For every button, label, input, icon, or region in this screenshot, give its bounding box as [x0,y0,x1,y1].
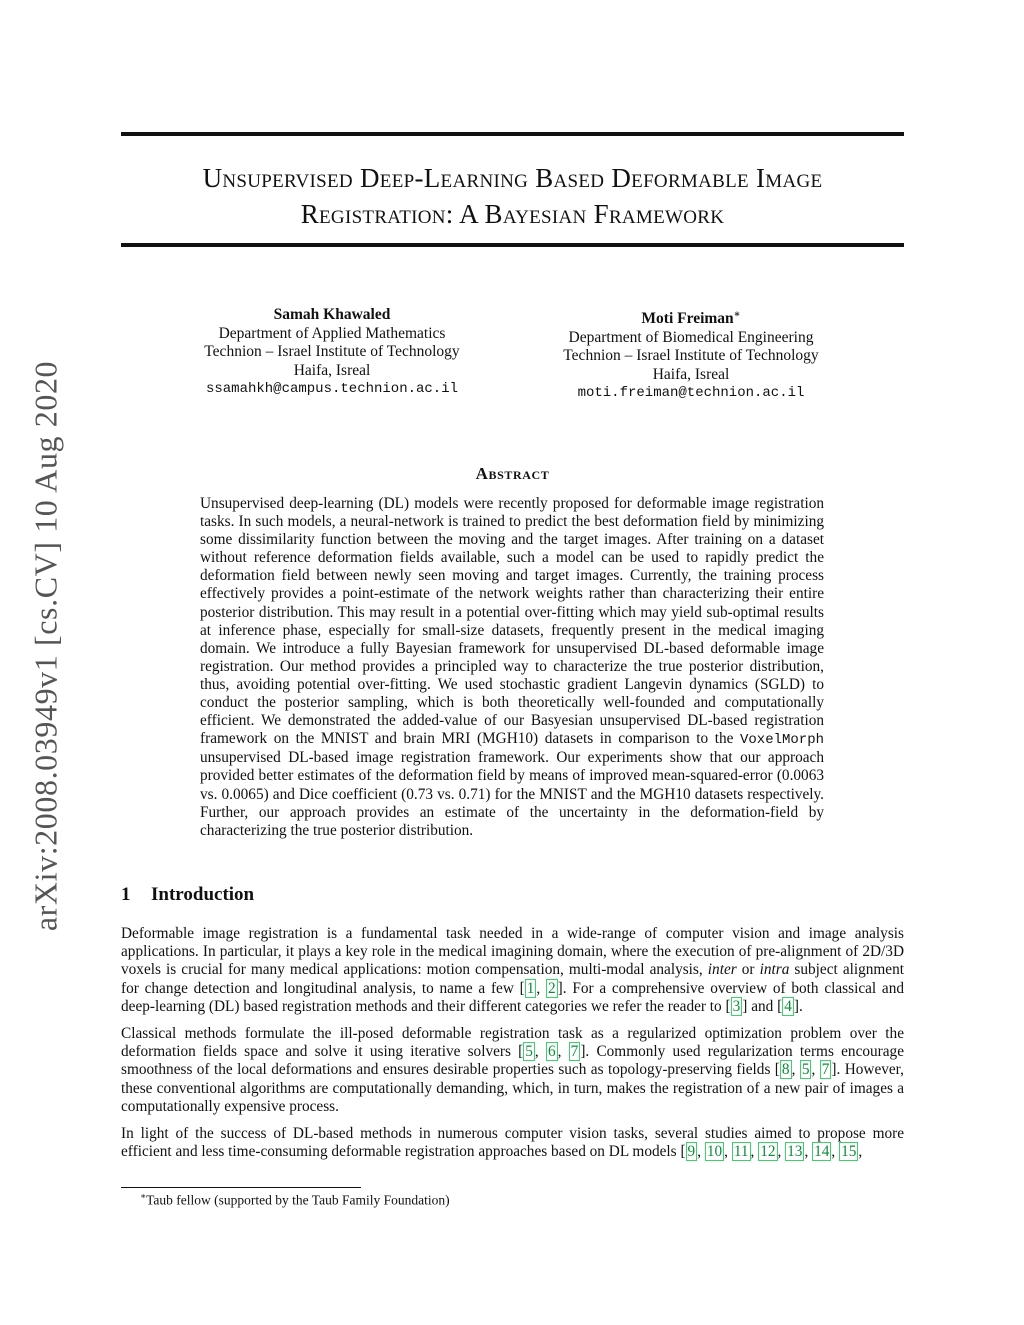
text: or [736,961,760,979]
citation-link[interactable]: 6 [547,1043,556,1061]
citation-link[interactable]: 5 [801,1061,810,1079]
separator: , [804,1143,813,1161]
citation-link[interactable]: 9 [687,1143,696,1161]
citation-link[interactable]: 1 [526,979,535,997]
citation-link[interactable]: 7 [570,1043,579,1061]
footnote-marker[interactable]: ∗ [733,309,741,320]
abstract-text: unsupervised DL-based image registration framework. Our experiments show that our approach provided better estimates of the deformation field by means of improved mean-squared-error (0.0063 vs. 0.0065) and Dice coefficient (0.73 vs. 0.71) for the MNIST and the MGH10 datasets respectively. Further, our approach provides an estimate of the uncertainty in the deformation-field by characterizing the true posterior distribution. [200,749,824,839]
title-line-1: Unsupervised Deep-Learning Based Deformable Image [202,163,823,193]
paper-title [121,160,904,232]
text: subject alignment for change detection and longitudinal analysis, to name a few [ [121,961,904,997]
citation-link[interactable]: 12 [760,1143,776,1161]
separator: , [557,1043,569,1061]
text: ] and [ [742,997,783,1015]
abstract-heading: Abstract [475,464,550,483]
author-email[interactable]: ssamahkh@campus.technion.ac.il [205,381,459,397]
author-name: Moti Freiman [641,310,734,328]
text: ]. [793,997,803,1015]
paragraph [121,925,904,1016]
citation-link[interactable]: 10 [706,1143,723,1161]
citation-link[interactable]: 5 [525,1043,533,1061]
separator: , [536,979,546,997]
author-city: Haifa, Isreal [293,361,371,379]
text: Classical methods formulate the ill-posed deformable registration task as a regularized optimization problem over the deformation fields space and solve it using iterative solvers [ [121,1025,904,1061]
author-department: Department of Biomedical Engineering [568,328,814,346]
text: In light of the success of DL-based methods in numerous computer vision tasks, several studies aimed to propose more efficient and less time-consuming deformable registration approaches based on DL models [ [121,1125,904,1161]
separator: , [811,1061,820,1079]
paragraph [121,1125,904,1161]
citation-link[interactable]: 13 [787,1143,803,1161]
author-block-2 [521,306,861,403]
citation-link[interactable]: 4 [784,997,792,1015]
author-name: Samah Khawaled [273,306,391,323]
footnote-mark: ∗ [140,1191,147,1201]
author-city: Haifa, Isreal [652,365,730,383]
footnote-rule [121,1187,361,1188]
abstract-body [200,495,824,840]
citation-link[interactable]: 11 [733,1143,749,1161]
separator: , [791,1061,800,1079]
author-department: Department of Applied Mathematics [218,324,446,342]
italic-term: intra [759,961,790,979]
arxiv-id: arXiv:2008.03949v1 [cs.CV] 10 Aug 2020 [27,360,64,932]
text: ]. However, these conventional algorithms are computationally demanding, which, in turn, makes the registration of a new pair of images a computationally expensive process. [121,1061,904,1115]
separator: , [724,1143,732,1161]
title-line-2: Registration: A Bayesian Framework [300,199,725,229]
title-bottom-rule [121,243,904,247]
citation-link[interactable]: 14 [814,1143,830,1161]
paragraph [121,1025,904,1116]
text: ]. Commonly used regularization terms encourage smoothness of the local deformations and ensures desirable properties such as topology-preserving fields [ [121,1043,904,1079]
section-heading [121,884,254,906]
title-top-rule [121,132,904,136]
citation-link[interactable]: 15 [841,1143,857,1161]
introduction-body [121,925,904,1170]
citation-link[interactable]: 2 [547,979,556,997]
separator: , [858,1143,863,1161]
section-number: 1 [121,884,131,905]
text: Deformable image registration is a fundamental task needed in a wide-range of computer vision and image analysis applications. In particular, it plays a key role in the medical imagining domain, where the execution of pre-alignment of 2D/3D voxels is crucial for many medical applications: motion compensation, multi-modal analysis, [121,925,904,979]
italic-term: inter [707,961,737,979]
author-email[interactable]: moti.freiman@technion.ac.il [577,385,805,402]
section-title: Introduction [151,884,255,905]
separator: , [534,1043,546,1061]
author-institution: Technion – Israel Institute of Technology [204,343,460,360]
author-name-line [521,306,861,329]
citation-link[interactable]: 7 [821,1061,830,1079]
footnote-text: Taub fellow (supported by the Taub Family Foundation) [146,1192,450,1208]
author-institution: Technion – Israel Institute of Technology [563,347,819,365]
separator: , [777,1143,786,1161]
separator: , [831,1143,840,1161]
citation-link[interactable]: 3 [732,997,741,1015]
text: ]. For a comprehensive overview of both classical and deep-learning (DL) based registration methods and their different categories we refer the reader to [ [121,979,904,1015]
separator: , [697,1143,705,1161]
voxelmorph-code: VoxelMorph [739,732,824,749]
separator: , [750,1143,759,1161]
abstract-text: Unsupervised deep-learning (DL) models were recently proposed for deformable image registration tasks. In such models, a neural-network is trained to predict the best deformation field by minimizing some dissimilarity function between the moving and the target images. After training on a dataset without reference deformation fields available, such a model can be used to rapidly predict the deformation field between newly seen moving and target images. Currently, the training process effectively provides a point-estimate of the network weights rather than characterizing their entire posterior distribution. This may result in a potential over-fitting which may yield sub-optimal results at inference phase, especially for small-size datasets, frequently present in the medical imaging domain. We introduce a fully Bayesian framework for unsupervised DL-based deformable image registration. Our method provides a principled way to characterize the true posterior distribution, thus, avoiding potential over-fitting. We used stochastic gradient Langevin dynamics (SGLD) to conduct the posterior sampling, which is both theoretically well-founded and computationally efficient. We demonstrated the added-value of our Basyesian unsupervised DL-based registration framework on the MNIST and brain MRI (MGH10) datasets in comparison to the [200,495,824,748]
author-block-1 [162,306,502,399]
citation-link[interactable]: 8 [781,1061,790,1079]
footnote [140,1191,450,1209]
